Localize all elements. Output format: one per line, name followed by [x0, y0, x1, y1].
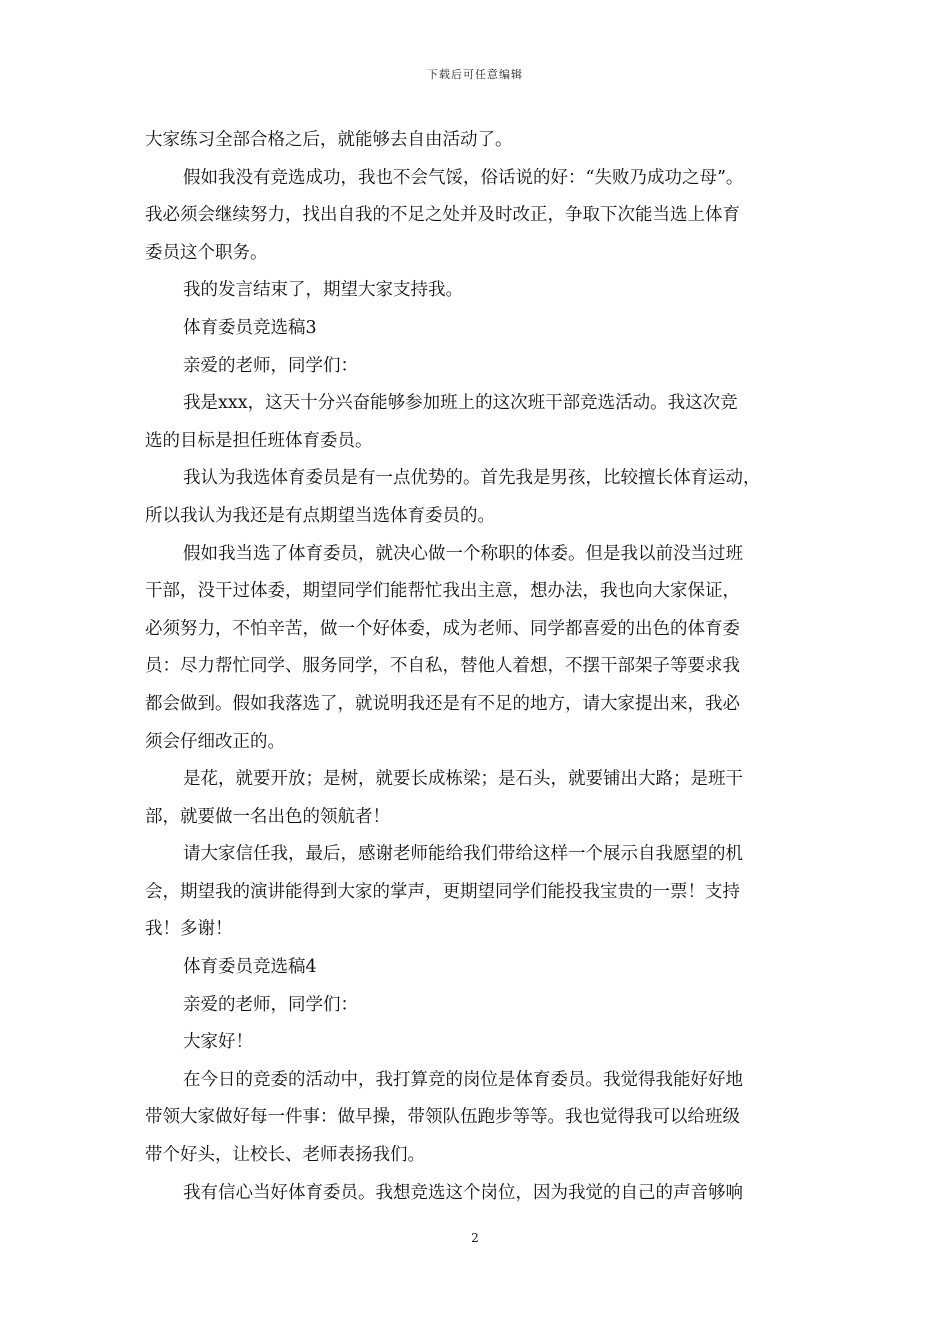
text-line: 所以我认为我还是有点期望当选体育委员的。: [145, 505, 495, 526]
text-line: 带领大家做好每一件事：做早操，带领队伍跑步等等。我也觉得我可以给班级: [145, 1107, 740, 1128]
text-line: 我的发言结束了，期望大家支持我。: [183, 280, 463, 301]
text-line: 我认为我选体育委员是有一点优势的。首先我是男孩，比较擅长体育运动，: [183, 468, 761, 489]
text-line: 员：尽力帮忙同学、服务同学，不自私，替他人着想，不摆干部架子等要求我: [145, 656, 740, 677]
text-line: 大家练习全部合格之后，就能够去自由活动了。: [145, 130, 513, 150]
text-line: 我必须会继续努力，找出自我的不足之处并及时改正，争取下次能当选上体育: [145, 205, 740, 226]
text-line: 大家好！: [183, 1032, 253, 1053]
text-line: 体育委员竞选稿3: [183, 317, 317, 338]
text-line: 我！多谢！: [145, 919, 233, 940]
text-line: 须会仔细改正的。: [145, 731, 285, 752]
text-line: 在今日的竞委的活动中，我打算竞的岗位是体育委员。我觉得我能好好地: [183, 1069, 743, 1090]
text-line: 都会做到。假如我落选了，就说明我还是有不足的地方，请大家提出来，我必: [145, 693, 740, 714]
text-line: 亲爱的老师，同学们：: [183, 994, 358, 1015]
text-line: 必须努力，不怕辛苦，做一个好体委，成为老师、同学都喜爱的出色的体育委: [145, 618, 740, 639]
text-line: 体育委员竞选稿4: [183, 957, 317, 978]
text-line: 我是xxx，这天十分兴奋能够参加班上的这次班干部竞选活动。我这次竞: [183, 393, 738, 414]
text-line: 亲爱的老师，同学们：: [183, 355, 358, 376]
text-line: 委员这个职务。: [145, 242, 268, 263]
page-header: 下载后可任意编辑: [427, 68, 523, 81]
text-line: 带个好头，让校长、老师表扬我们。: [145, 1145, 425, 1166]
text-line: 假如我当选了体育委员，就决心做一个称职的体委。但是我以前没当过班: [183, 543, 743, 564]
text-line: 是花，就要开放；是树，就要长成栋梁；是石头，就要铺出大路；是班干: [183, 769, 743, 790]
text-line: 会，期望我的演讲能得到大家的掌声，更期望同学们能投我宝贵的一票！支持: [145, 881, 740, 902]
text-line: 请大家信任我，最后，感谢老师能给我们带给这样一个展示自我愿望的机: [183, 844, 743, 865]
text-line: 我有信心当好体育委员。我想竞选这个岗位，因为我觉的自己的声音够响: [183, 1182, 743, 1203]
text-line: 选的目标是担任班体育委员。: [145, 430, 373, 451]
text-line: 部，就要做一名出色的领航者！: [145, 806, 390, 827]
page-number: 2: [471, 1231, 479, 1245]
document-body: [145, 122, 815, 1212]
text-line: 干部，没干过体委，期望同学们能帮忙我出主意，想办法，我也向大家保证，: [145, 581, 740, 602]
text-line: 假如我没有竞选成功，我也不会气馁，俗话说的好：“失败乃成功之母”。: [183, 167, 744, 188]
